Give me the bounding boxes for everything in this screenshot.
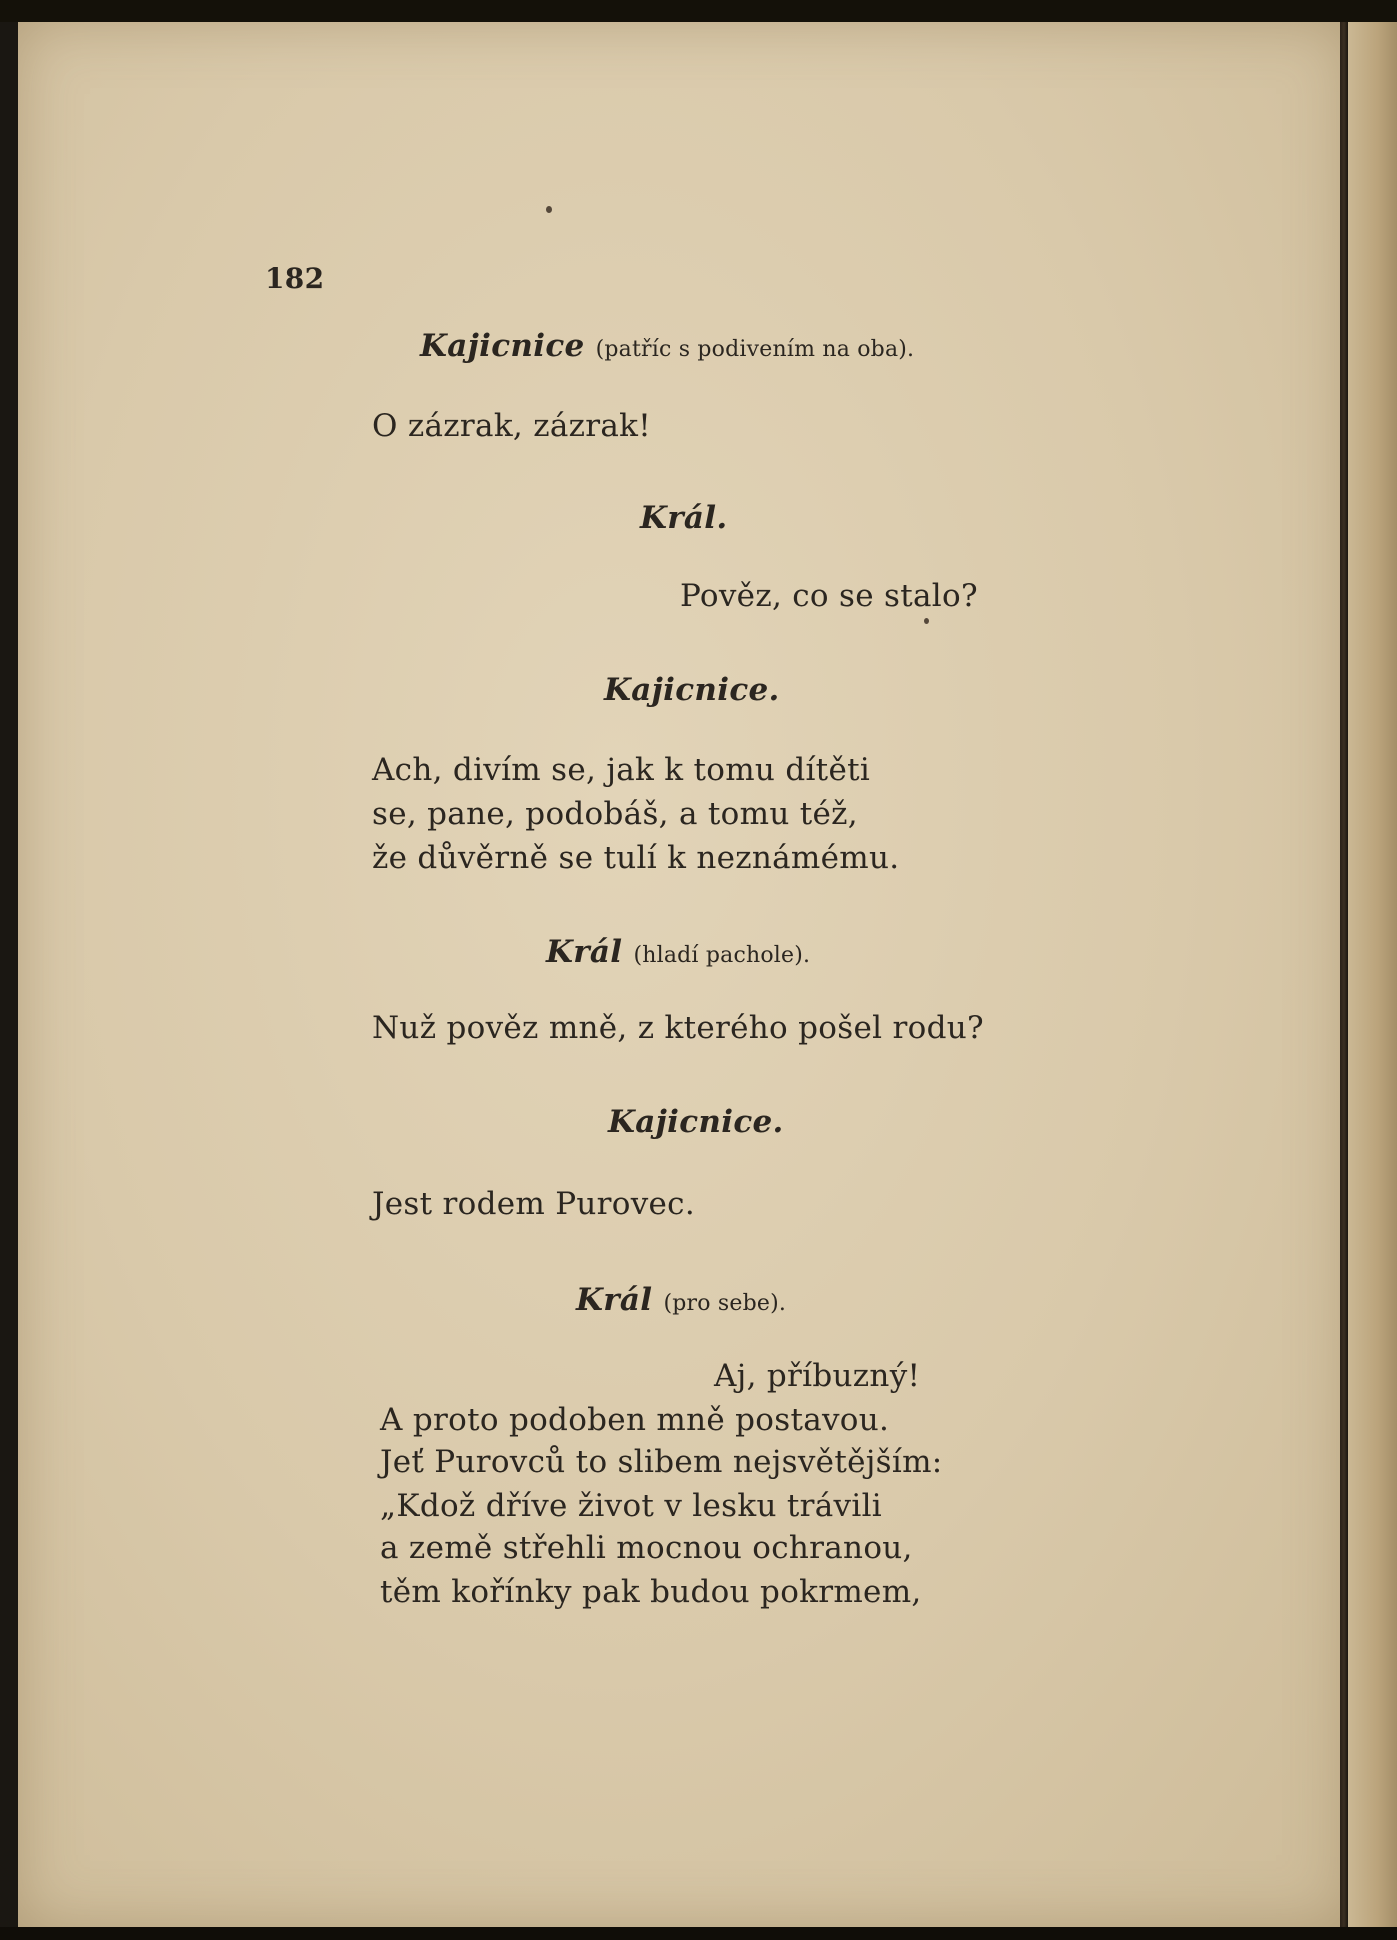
- verse-line: že důvěrně se tulí k neznámému.: [372, 840, 900, 876]
- verse-line: A proto podoben mně postavou.: [380, 1402, 890, 1438]
- book-page: [18, 22, 1348, 1927]
- speaker-line: [608, 1104, 784, 1140]
- verse-line: O zázrak, zázrak!: [372, 408, 651, 444]
- facing-page-edge: [1348, 22, 1397, 1927]
- scan-bottom-border: [0, 1927, 1397, 1940]
- verse-line: Pověz, co se stalo?: [680, 578, 978, 614]
- scan-top-border: [0, 0, 1397, 22]
- speaker-line: [640, 500, 727, 536]
- verse-line: Jeť Purovců to slibem nejsvětějším:: [380, 1444, 943, 1480]
- ink-speck: [546, 206, 552, 213]
- verse-line: Jest rodem Purovec.: [372, 1186, 695, 1222]
- speaker-line: [576, 1282, 786, 1318]
- verse-line: „Kdož dříve život v lesku trávili: [380, 1488, 882, 1524]
- speaker-name: Kajicnice.: [604, 672, 780, 708]
- verse-line: se, pane, podobáš, a tomu též,: [372, 796, 858, 832]
- page-number: 182: [265, 262, 325, 295]
- verse-line: Ach, divím se, jak k tomu dítěti: [372, 752, 871, 788]
- speaker-name: Kajicnice: [420, 328, 585, 364]
- book-gutter: [1340, 22, 1348, 1927]
- stage-direction: (patříc s podivením na oba).: [595, 337, 915, 362]
- speaker-line: [546, 934, 810, 970]
- speaker-name: Král.: [640, 500, 728, 536]
- verse-line: Nuž pověz mně, z kterého pošel rodu?: [372, 1010, 984, 1046]
- ink-speck: [924, 618, 929, 624]
- verse-line: a země střehli mocnou ochranou,: [380, 1530, 913, 1566]
- speaker-line: [420, 328, 914, 364]
- speaker-name: Král: [546, 934, 623, 970]
- stage-direction: (pro sebe).: [663, 1291, 787, 1316]
- verse-line: Aj, příbuzný!: [714, 1358, 921, 1394]
- stage-direction: (hladí pachole).: [633, 943, 811, 968]
- speaker-line: [604, 672, 780, 708]
- speaker-name: Král: [576, 1282, 653, 1318]
- verse-line: těm kořínky pak budou pokrmem,: [380, 1574, 922, 1610]
- speaker-name: Kajicnice.: [608, 1104, 784, 1140]
